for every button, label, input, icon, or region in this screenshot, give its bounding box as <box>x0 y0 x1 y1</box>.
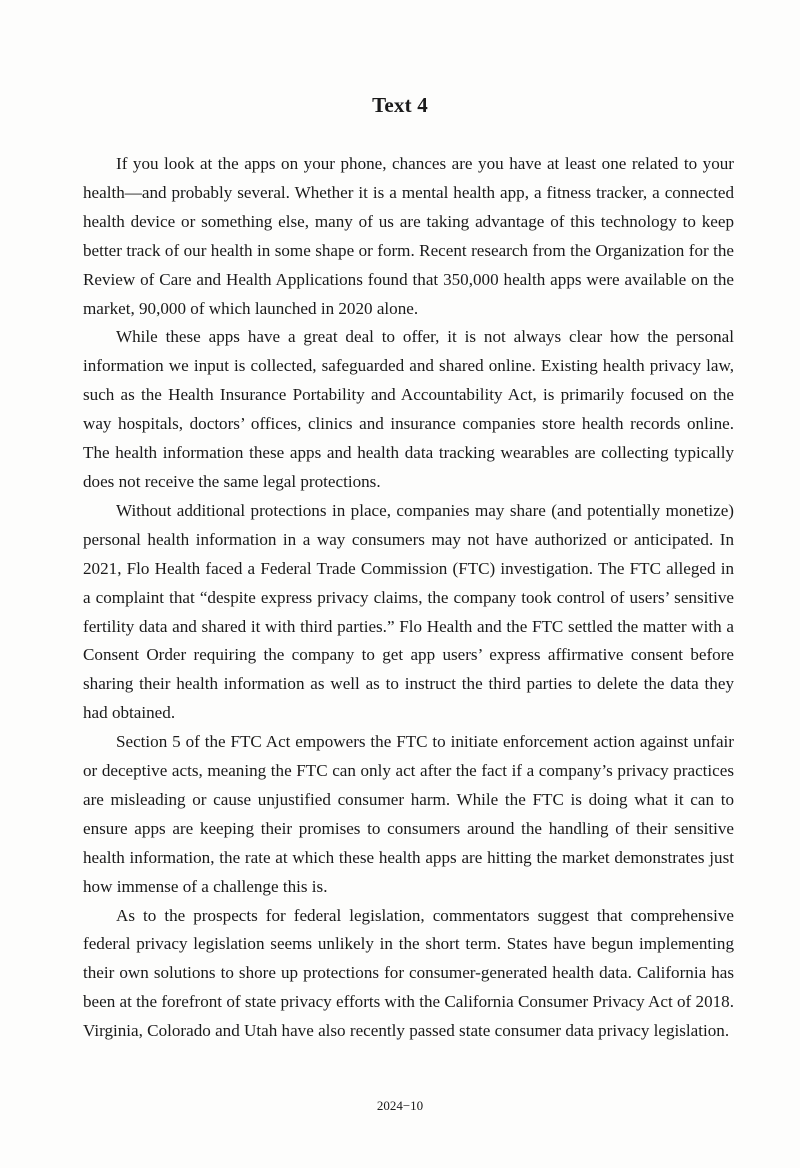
paragraph-1: If you look at the apps on your phone, chances are you have at least one related to your health—and probably several. Whether it is a mental health app, a fitness tracker, a connected health device or something else, many of us are taking advantage of this technology to keep better track of our health in some shape or form. Recent research from the Organization for the Review of Care and Health Applications found that 350,000 health apps were available on the market, 90,000 of which launched in 2020 alone. <box>83 154 734 318</box>
article-body <box>83 150 734 1046</box>
page-footer-code: 2024−10 <box>376 1098 424 1113</box>
page-title: Text 4 <box>372 93 428 117</box>
paragraph-3: Without additional protections in place, companies may share (and potentially monetize) personal health information in a way consumers may not have authorized or anticipated. In 2021, Flo Health faced a Federal Trade Commission (FTC) investigation. The FTC alleged in a complaint that “despite express privacy claims, the company took control of users’ sensitive fertility data and shared it with third parties.” Flo Health and the FTC settled the matter with a Consent Order requiring the company to get app users’ express affirmative consent before sharing their health information as well as to instruct the third parties to delete the data they had obtained. <box>83 500 734 723</box>
paragraph-5: As to the prospects for federal legislation, commentators suggest that comprehensive federal privacy legislation seems unlikely in the short term. States have begun implementing their own solutions to shore up protections for consumer-generated health data. California has been at the forefront of state privacy efforts with the California Consumer Privacy Act of 2018. Virginia, Colorado and Utah have also recently passed state consumer data privacy legislation. <box>83 905 734 1041</box>
paragraph-2: While these apps have a great deal to offer, it is not always clear how the personal information we input is collected, safeguarded and shared online. Existing health privacy law, such as the Health Insurance Portability and Accountability Act, is primarily focused on the way hospitals, doctors’ offices, clinics and insurance companies store health records online. The health information these apps and health data tracking wearables are collecting typically does not receive the same legal protections. <box>83 327 734 491</box>
paragraph-4: Section 5 of the FTC Act empowers the FTC to initiate enforcement action against unfair or deceptive acts, meaning the FTC can only act after the fact if a company’s privacy practices are misleading or cause unjustified consumer harm. While the FTC is doing what it can to ensure apps are keeping their promises to consumers around the handling of their sensitive health information, the rate at which these health apps are hitting the market demonstrates just how immense of a challenge this is. <box>83 732 734 896</box>
